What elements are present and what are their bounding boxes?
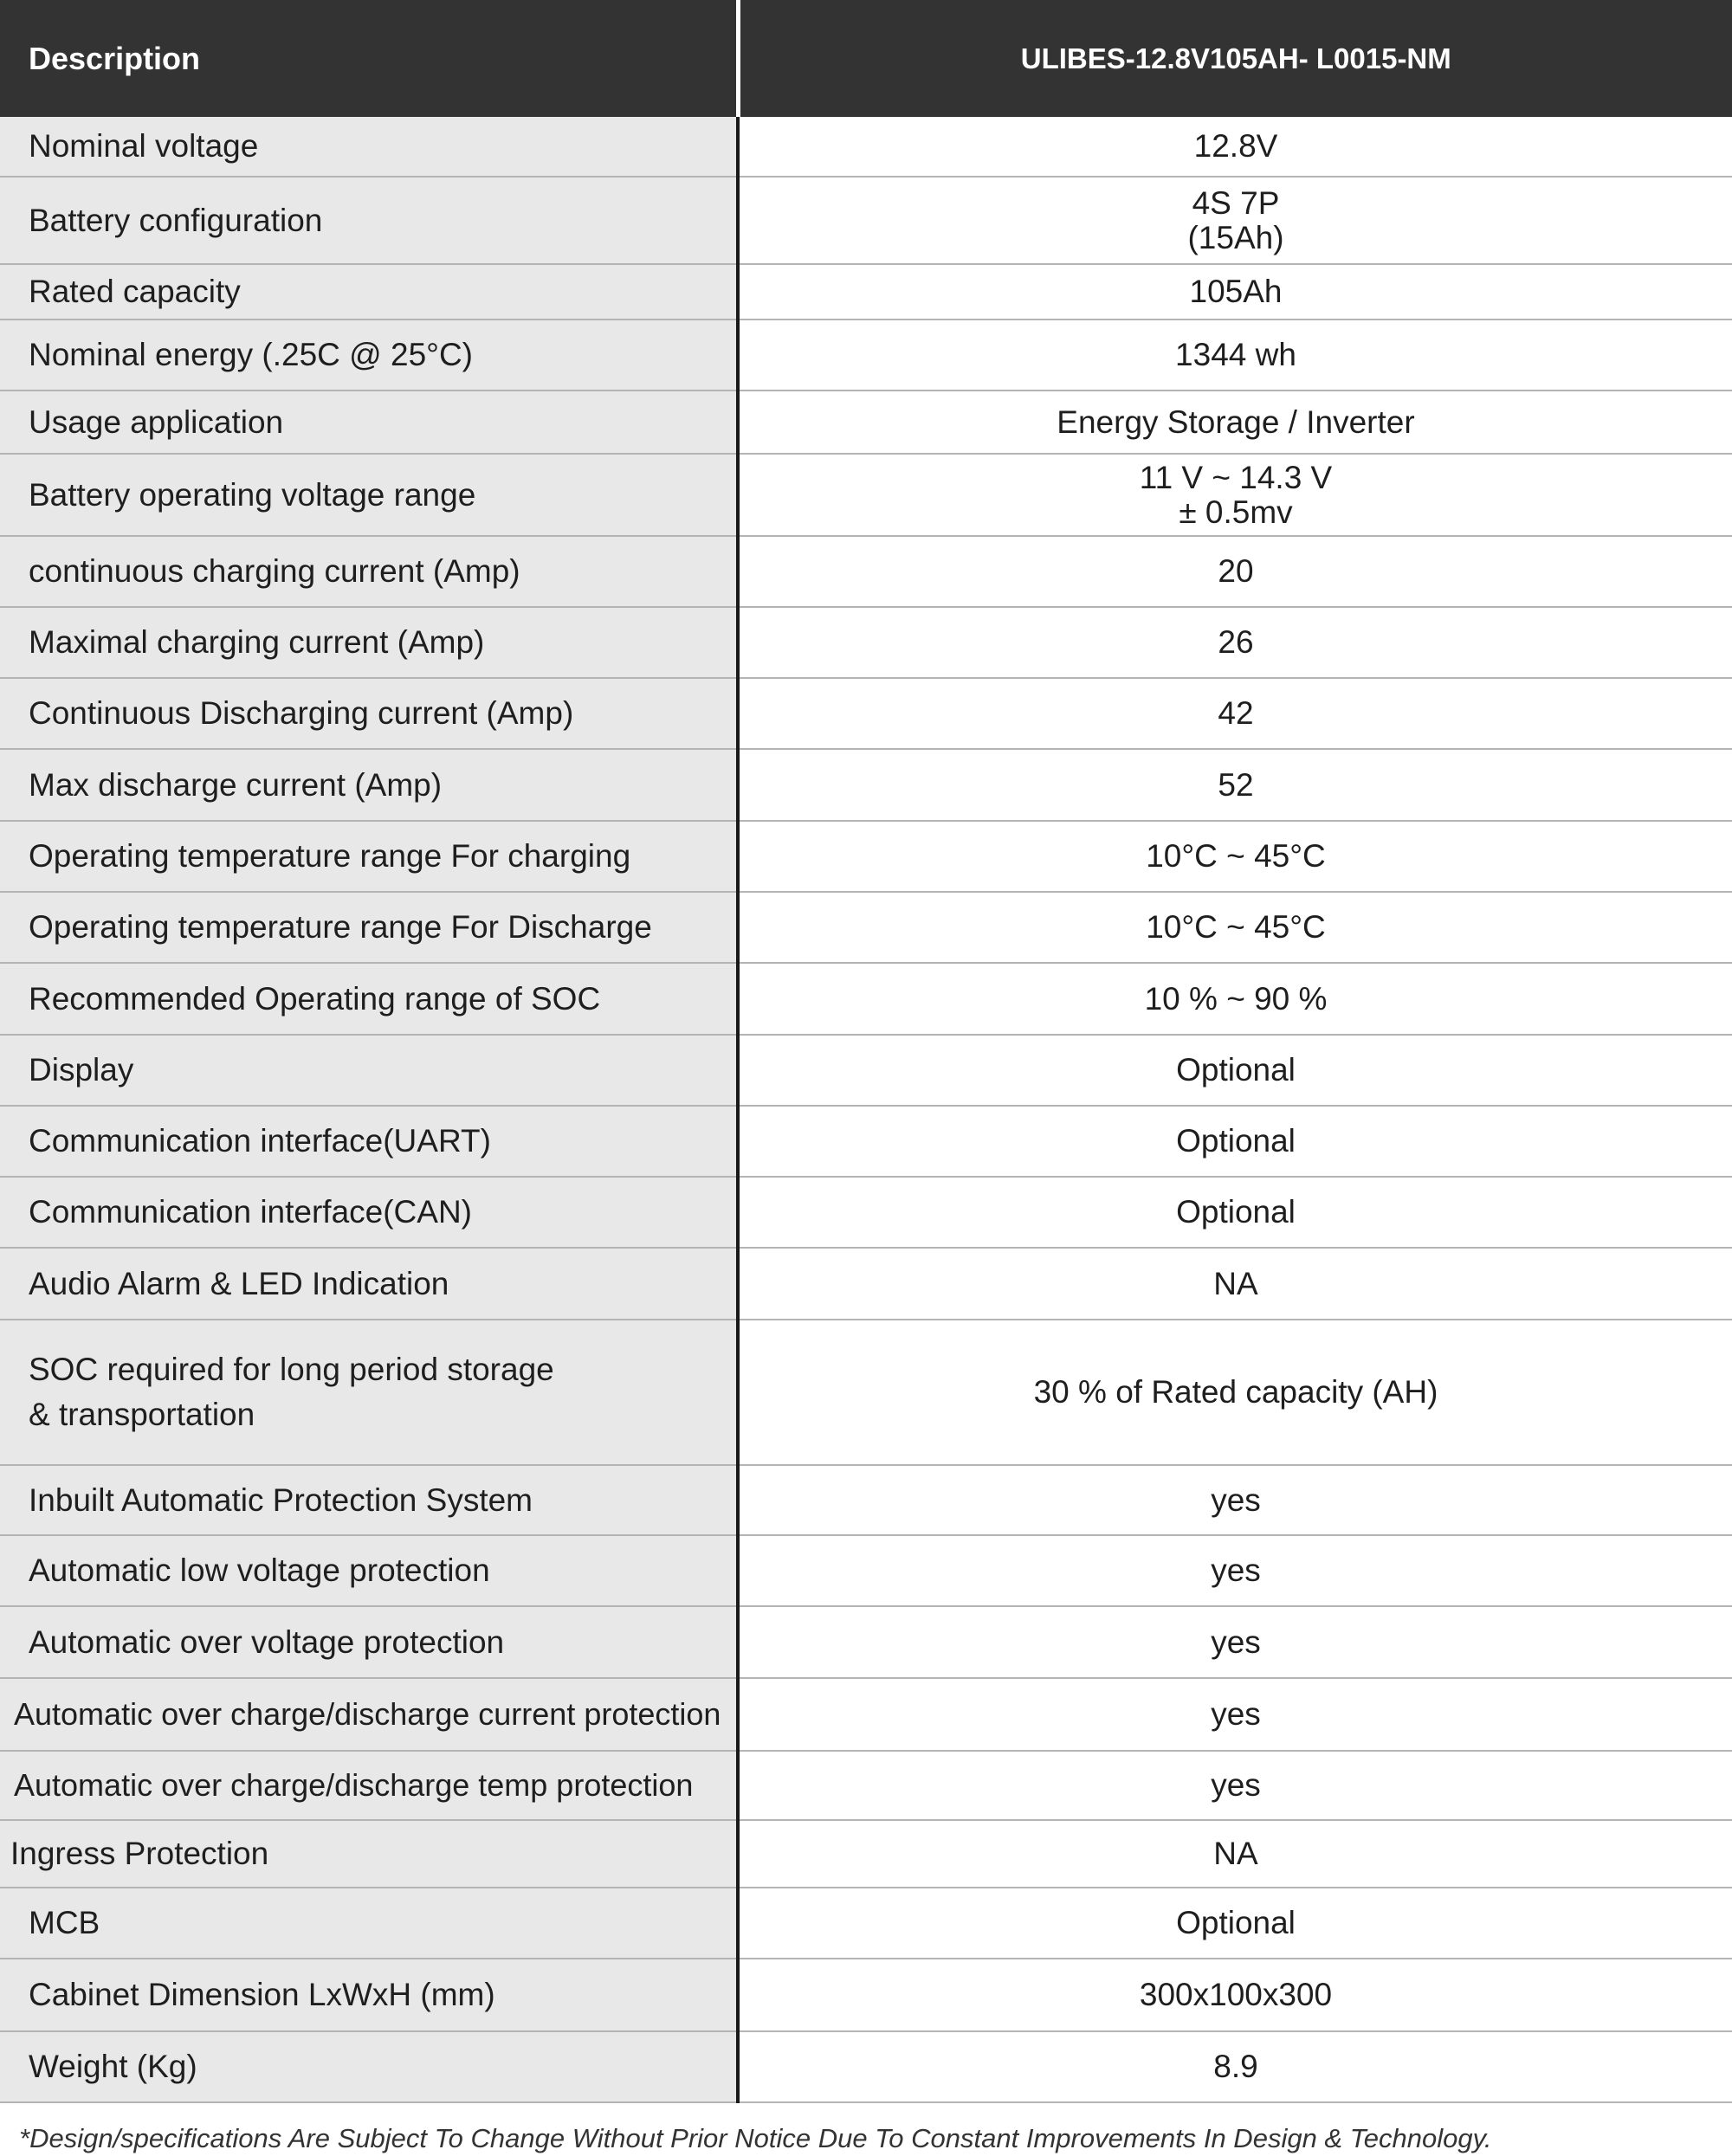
table-row [0, 963, 1732, 1035]
table-row [0, 1678, 1732, 1751]
spec-label: Battery operating voltage range [0, 454, 738, 536]
spec-label: Cabinet Dimension LxWxH (mm) [0, 1959, 738, 2031]
table-row [0, 1320, 1732, 1465]
table-row [0, 117, 1732, 177]
spec-label-line: & transportation [29, 1397, 255, 1432]
spec-label: Automatic over charge/discharge temp protection [0, 1751, 738, 1820]
model-header: ULIBES-12.8V105AH- L0015-NM [738, 0, 1732, 117]
spec-label: Operating temperature range For charging [0, 821, 738, 892]
spec-value: yes [738, 1465, 1732, 1535]
spec-value: Optional [738, 1035, 1732, 1106]
table-row [0, 1248, 1732, 1320]
spec-label [0, 1320, 738, 1465]
spec-label: continuous charging current (Amp) [0, 536, 738, 607]
spec-value: yes [738, 1535, 1732, 1606]
spec-value-line: ± 0.5mv [1179, 494, 1293, 530]
spec-value [738, 177, 1732, 264]
spec-label: Audio Alarm & LED Indication [0, 1248, 738, 1320]
spec-value: 300x100x300 [738, 1959, 1732, 2031]
table-row [0, 749, 1732, 821]
table-row [0, 1106, 1732, 1177]
spec-value: 105Ah [738, 264, 1732, 320]
table-row [0, 1606, 1732, 1678]
spec-value: Optional [738, 1106, 1732, 1177]
spec-value: 52 [738, 749, 1732, 821]
table-row [0, 1535, 1732, 1606]
spec-label: Maximal charging current (Amp) [0, 607, 738, 678]
spec-label: Recommended Operating range of SOC [0, 963, 738, 1035]
spec-value: 1344 wh [738, 320, 1732, 391]
table-row [0, 607, 1732, 678]
spec-label: Automatic over charge/discharge current protection [0, 1678, 738, 1751]
spec-value: Energy Storage / Inverter [738, 391, 1732, 454]
table-row [0, 1888, 1732, 1959]
table-row [0, 678, 1732, 749]
spec-value: 30 % of Rated capacity (AH) [738, 1320, 1732, 1465]
table-row [0, 2031, 1732, 2102]
spec-value: 20 [738, 536, 1732, 607]
table-row [0, 892, 1732, 963]
table-row [0, 1465, 1732, 1535]
table-row [0, 1751, 1732, 1820]
spec-label: Ingress Protection [0, 1820, 738, 1888]
spec-label: Inbuilt Automatic Protection System [0, 1465, 738, 1535]
spec-label: Automatic low voltage protection [0, 1535, 738, 1606]
spec-label: Operating temperature range For Discharge [0, 892, 738, 963]
spec-value: 8.9 [738, 2031, 1732, 2102]
spec-label: Max discharge current (Amp) [0, 749, 738, 821]
spec-value: 42 [738, 678, 1732, 749]
table-row [0, 536, 1732, 607]
table-row [0, 177, 1732, 264]
spec-value: Optional [738, 1888, 1732, 1959]
spec-value: yes [738, 1606, 1732, 1678]
description-header: Description [0, 0, 738, 117]
table-row [0, 320, 1732, 391]
spec-value: yes [738, 1678, 1732, 1751]
spec-label: Usage application [0, 391, 738, 454]
table-row [0, 1035, 1732, 1106]
spec-value: NA [738, 1820, 1732, 1888]
spec-value-line: 11 V ~ 14.3 V [1139, 459, 1333, 495]
spec-label: Communication interface(CAN) [0, 1177, 738, 1248]
spec-label: Rated capacity [0, 264, 738, 320]
table-row [0, 264, 1732, 320]
spec-label: Battery configuration [0, 177, 738, 264]
spec-value-line: (15Ah) [1187, 219, 1284, 255]
table-row [0, 454, 1732, 536]
spec-label: Nominal voltage [0, 117, 738, 177]
spec-value: 10°C ~ 45°C [738, 892, 1732, 963]
spec-value: 26 [738, 607, 1732, 678]
table-row [0, 1820, 1732, 1888]
spec-label: Nominal energy (.25C @ 25°C) [0, 320, 738, 391]
spec-value: NA [738, 1248, 1732, 1320]
spec-value: 12.8V [738, 117, 1732, 177]
table-row [0, 1959, 1732, 2031]
spec-value-line: 4S 7P [1192, 184, 1280, 221]
spec-label: Automatic over voltage protection [0, 1606, 738, 1678]
disclaimer-footnote: *Design/specifications Are Subject To Change Without Prior Notice Due To Constant Improvements In Design & Technology. [19, 2123, 1492, 2153]
table-row [0, 1177, 1732, 1248]
spec-label: MCB [0, 1888, 738, 1959]
table-row [0, 821, 1732, 892]
spec-value: 10°C ~ 45°C [738, 821, 1732, 892]
spec-label: Communication interface(UART) [0, 1106, 738, 1177]
spec-label: Weight (Kg) [0, 2031, 738, 2102]
spec-label-line: SOC required for long period storage [29, 1352, 554, 1388]
spec-value: Optional [738, 1177, 1732, 1248]
spec-label: Display [0, 1035, 738, 1106]
table-row [0, 391, 1732, 454]
table-header-row [0, 0, 1732, 117]
spec-value: yes [738, 1751, 1732, 1820]
spec-value: 10 % ~ 90 % [738, 963, 1732, 1035]
spec-label: Continuous Discharging current (Amp) [0, 678, 738, 749]
spec-value [738, 454, 1732, 536]
